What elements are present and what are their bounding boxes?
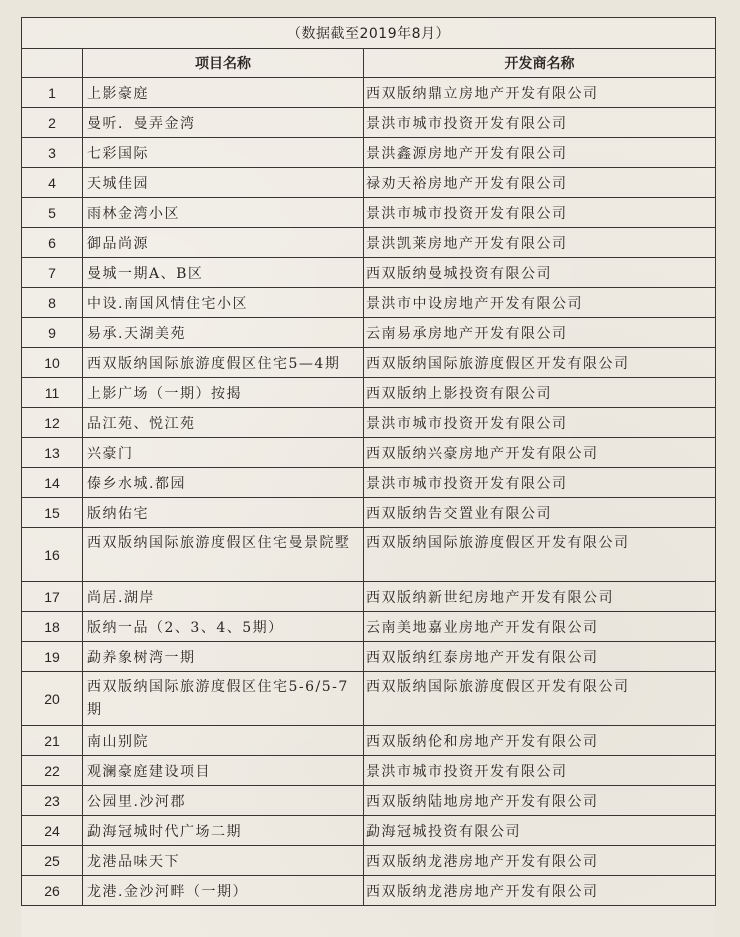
table-row: [22, 672, 716, 726]
table-row: [22, 468, 716, 498]
project-name-cell: [83, 318, 364, 348]
row-number: 12: [22, 408, 83, 438]
table-row: [22, 582, 716, 612]
developer-name-cell: [364, 228, 716, 258]
row-number: 23: [22, 786, 83, 816]
developer-name-cell: [364, 672, 716, 726]
table-row: [22, 258, 716, 288]
developer-name-cell: [364, 108, 716, 138]
developer-name-cell: [364, 642, 716, 672]
project-name: 御品尚源: [87, 235, 149, 252]
developer-name-cell: [364, 726, 716, 756]
table-row: [22, 198, 716, 228]
caption-row: [22, 18, 716, 49]
developer-name-cell: [364, 438, 716, 468]
project-name: 曼听．曼弄金湾: [87, 115, 196, 132]
developer-name: 云南美地嘉业房地产开发有限公司: [366, 619, 599, 636]
project-name: 西双版纳国际旅游度假区住宅曼景院墅: [87, 535, 351, 551]
row-number: 7: [22, 258, 83, 288]
developer-name-cell: [364, 408, 716, 438]
table-row: [22, 228, 716, 258]
header-developer-name: 开发商名称: [364, 49, 716, 78]
project-name-cell: [83, 108, 364, 138]
project-name: 版纳一品（2、3、4、5期）: [87, 619, 284, 636]
developer-name-cell: [364, 288, 716, 318]
project-name: 龙港.金沙河畔（一期）: [87, 883, 248, 900]
developer-name: 景洪市中设房地产开发有限公司: [366, 295, 583, 312]
table-row: [22, 756, 716, 786]
row-number: 14: [22, 468, 83, 498]
project-name-cell: [83, 528, 364, 582]
project-name-cell: [83, 672, 364, 726]
row-number: 16: [22, 528, 83, 582]
project-name: 天城佳园: [87, 175, 149, 192]
project-name-cell: [83, 258, 364, 288]
developer-name-cell: [364, 138, 716, 168]
row-number: 25: [22, 846, 83, 876]
developer-name: 西双版纳红泰房地产开发有限公司: [366, 649, 599, 666]
developer-name-cell: [364, 528, 716, 582]
developer-name: 西双版纳曼城投资有限公司: [366, 265, 552, 282]
project-name-cell: [83, 786, 364, 816]
project-name: 雨林金湾小区: [87, 205, 180, 222]
developer-name: 景洪市城市投资开发有限公司: [366, 115, 568, 132]
row-number: 3: [22, 138, 83, 168]
project-name: 南山别院: [87, 733, 149, 750]
project-name: 七彩国际: [87, 145, 149, 162]
project-name: 西双版纳国际旅游度假区住宅5-6/5-7期: [87, 679, 349, 718]
row-number: 11: [22, 378, 83, 408]
developer-name-cell: [364, 198, 716, 228]
table-row: [22, 408, 716, 438]
table-row: [22, 498, 716, 528]
developer-name: 西双版纳龙港房地产开发有限公司: [366, 853, 599, 870]
project-name-cell: [83, 168, 364, 198]
project-name-cell: [83, 498, 364, 528]
table-row: [22, 108, 716, 138]
table-row: [22, 876, 716, 906]
developer-name-cell: [364, 378, 716, 408]
table-row: [22, 318, 716, 348]
table-row: [22, 816, 716, 846]
row-number: 13: [22, 438, 83, 468]
project-name-cell: [83, 846, 364, 876]
project-name-cell: [83, 582, 364, 612]
project-name-cell: [83, 138, 364, 168]
row-number: 15: [22, 498, 83, 528]
document-page: [21, 17, 715, 937]
project-name-cell: [83, 438, 364, 468]
developer-name-cell: [364, 612, 716, 642]
project-name: 上影广场（一期）按揭: [87, 385, 242, 402]
project-name-cell: [83, 612, 364, 642]
project-name-cell: [83, 756, 364, 786]
developer-name: 西双版纳鼎立房地产开发有限公司: [366, 85, 599, 102]
row-number: 24: [22, 816, 83, 846]
developer-name: 景洪市城市投资开发有限公司: [366, 475, 568, 492]
project-name-cell: [83, 78, 364, 108]
developer-name: 禄劝天裕房地产开发有限公司: [366, 175, 568, 192]
developer-name: 西双版纳告交置业有限公司: [366, 505, 552, 522]
project-name-cell: [83, 288, 364, 318]
developer-name: 景洪市城市投资开发有限公司: [366, 205, 568, 222]
developer-name: 景洪市城市投资开发有限公司: [366, 763, 568, 780]
project-name: 傣乡水城.都园: [87, 475, 186, 492]
row-number: 5: [22, 198, 83, 228]
table-row: [22, 138, 716, 168]
project-name: 勐养象树湾一期: [87, 649, 196, 666]
developer-name-cell: [364, 756, 716, 786]
table-row: [22, 168, 716, 198]
developer-name-cell: [364, 168, 716, 198]
row-number: 20: [22, 672, 83, 726]
project-name: 勐海冠城时代广场二期: [87, 823, 242, 840]
table-row: [22, 78, 716, 108]
row-number: 9: [22, 318, 83, 348]
row-number: 6: [22, 228, 83, 258]
table-row: [22, 642, 716, 672]
project-name: 上影豪庭: [87, 85, 149, 102]
table-body: [22, 78, 716, 906]
row-number: 8: [22, 288, 83, 318]
developer-name-cell: [364, 786, 716, 816]
project-name: 易承.天湖美苑: [87, 325, 186, 342]
developer-name-cell: [364, 582, 716, 612]
table-row: [22, 786, 716, 816]
developer-name: 景洪凯莱房地产开发有限公司: [366, 235, 568, 252]
project-name-cell: [83, 378, 364, 408]
project-name: 中设.南国风情住宅小区: [87, 295, 248, 312]
developer-name-cell: [364, 468, 716, 498]
row-number: 4: [22, 168, 83, 198]
developer-name: 景洪市城市投资开发有限公司: [366, 415, 568, 432]
project-name-cell: [83, 726, 364, 756]
developer-name-cell: [364, 318, 716, 348]
developer-name: 西双版纳上影投资有限公司: [366, 385, 552, 402]
developer-name: 西双版纳龙港房地产开发有限公司: [366, 883, 599, 900]
project-name: 兴豪门: [87, 445, 134, 462]
project-name-cell: [83, 642, 364, 672]
project-table: [21, 17, 716, 906]
row-number: 26: [22, 876, 83, 906]
developer-name: 勐海冠城投资有限公司: [366, 823, 521, 840]
row-number: 1: [22, 78, 83, 108]
project-name: 公园里.沙河郡: [87, 793, 186, 810]
developer-name: 景洪鑫源房地产开发有限公司: [366, 145, 568, 162]
project-name-cell: [83, 348, 364, 378]
table-row: [22, 438, 716, 468]
developer-name-cell: [364, 258, 716, 288]
header-project-name: 项目名称: [83, 49, 364, 78]
project-name-cell: [83, 198, 364, 228]
project-name: 品江苑、悦江苑: [87, 415, 196, 432]
row-number: 10: [22, 348, 83, 378]
project-name: 龙港品味天下: [87, 853, 180, 870]
row-number: 18: [22, 612, 83, 642]
developer-name: 西双版纳伦和房地产开发有限公司: [366, 733, 599, 750]
project-name-cell: [83, 816, 364, 846]
developer-name: 西双版纳国际旅游度假区开发有限公司: [366, 679, 630, 695]
developer-name: 西双版纳国际旅游度假区开发有限公司: [366, 355, 630, 372]
header-number: [22, 49, 83, 78]
row-number: 19: [22, 642, 83, 672]
project-name-cell: [83, 468, 364, 498]
table-row: [22, 846, 716, 876]
table-row: [22, 612, 716, 642]
developer-name: 西双版纳兴豪房地产开发有限公司: [366, 445, 599, 462]
table-caption: （数据截至2019年8月）: [22, 18, 716, 49]
row-number: 22: [22, 756, 83, 786]
table-row: [22, 288, 716, 318]
project-name: 西双版纳国际旅游度假区住宅5—4期: [87, 355, 341, 372]
project-name: 尚居.湖岸: [87, 589, 155, 606]
row-number: 21: [22, 726, 83, 756]
header-row: [22, 49, 716, 78]
table-row: [22, 726, 716, 756]
project-name: 版纳佑宅: [87, 505, 149, 522]
developer-name: 西双版纳新世纪房地产开发有限公司: [366, 589, 614, 606]
developer-name: 西双版纳陆地房地产开发有限公司: [366, 793, 599, 810]
table-row: [22, 348, 716, 378]
developer-name-cell: [364, 876, 716, 906]
row-number: 17: [22, 582, 83, 612]
project-name-cell: [83, 228, 364, 258]
project-name: 曼城一期A、B区: [87, 265, 204, 282]
project-name-cell: [83, 408, 364, 438]
developer-name-cell: [364, 846, 716, 876]
project-name-cell: [83, 876, 364, 906]
developer-name: 西双版纳国际旅游度假区开发有限公司: [366, 535, 630, 551]
project-name: 观澜豪庭建设项目: [87, 763, 211, 780]
developer-name-cell: [364, 348, 716, 378]
developer-name: 云南易承房地产开发有限公司: [366, 325, 568, 342]
developer-name-cell: [364, 816, 716, 846]
table-row: [22, 378, 716, 408]
developer-name-cell: [364, 78, 716, 108]
table-row: [22, 528, 716, 582]
developer-name-cell: [364, 498, 716, 528]
row-number: 2: [22, 108, 83, 138]
